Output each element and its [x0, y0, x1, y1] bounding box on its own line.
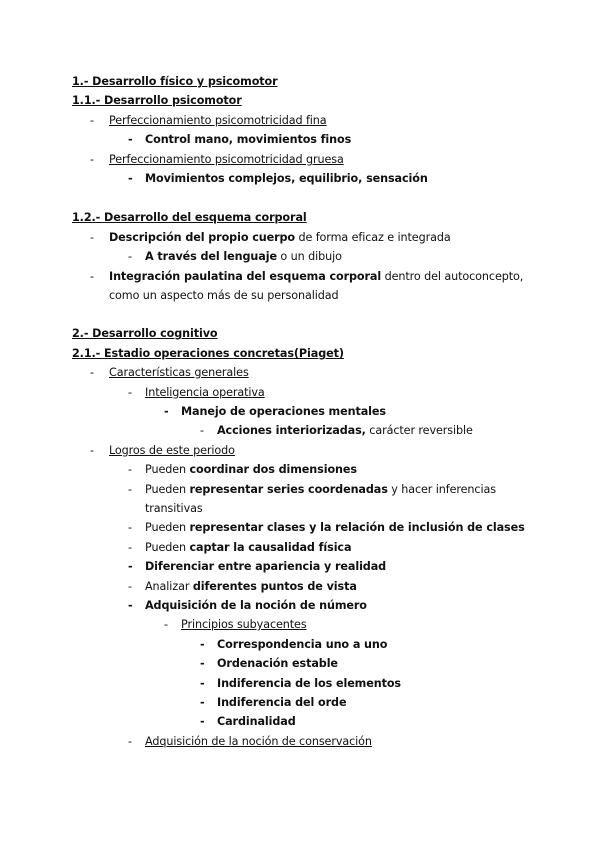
- bullet-dash: -: [90, 231, 95, 244]
- bullet-dash: -: [128, 483, 133, 496]
- item-principio-5: Cardinalidad: [217, 715, 296, 728]
- bullet-dash: -: [200, 657, 205, 670]
- bullet-dash: -: [128, 580, 133, 593]
- item-numero: Adquisición de la noción de número: [145, 599, 367, 612]
- item-series-line2: transitivas: [145, 502, 203, 515]
- item-gruesa: Perfeccionamiento psicomotricidad gruesa: [109, 153, 344, 166]
- bullet-dash: -: [200, 696, 205, 709]
- item-descripcion: [109, 228, 451, 247]
- item-clases-bold: representar clases y la relación de inclusión de clases: [189, 521, 525, 534]
- item-acciones-bold: Acciones interiorizadas,: [217, 424, 366, 437]
- item-analizar-pre: Analizar: [145, 580, 193, 593]
- item-principio-2: Ordenación estable: [217, 657, 338, 670]
- heading-1: 1.- Desarrollo físico y psicomotor: [72, 75, 278, 88]
- item-fina: Perfeccionamiento psicomotricidad fina: [109, 114, 327, 127]
- bullet-dash: -: [200, 638, 205, 651]
- item-descripcion-rest: de forma eficaz e integrada: [295, 231, 451, 244]
- bullet-dash: -: [164, 405, 169, 418]
- item-series: [145, 480, 496, 499]
- item-causalidad: [145, 538, 351, 557]
- bullet-dash: -: [128, 172, 133, 185]
- item-coordinar: [145, 460, 357, 479]
- item-causalidad-pre: Pueden: [145, 541, 190, 554]
- bullet-dash: -: [200, 677, 205, 690]
- item-caracteristicas: Características generales: [109, 366, 249, 379]
- bullet-dash: -: [128, 521, 133, 534]
- heading-2-1: 2.1.- Estadio operaciones concretas(Piaget): [72, 347, 344, 360]
- bullet-dash: -: [128, 133, 133, 146]
- item-manejo: Manejo de operaciones mentales: [181, 405, 386, 418]
- bullet-dash: -: [90, 444, 95, 457]
- bullet-dash: -: [128, 250, 133, 263]
- bullet-dash: -: [128, 463, 133, 476]
- item-coordinar-bold: coordinar dos dimensiones: [189, 463, 357, 476]
- heading-2: 2.- Desarrollo cognitivo: [72, 327, 218, 340]
- item-fina-sub: Control mano, movimientos finos: [145, 133, 352, 146]
- item-lenguaje: [145, 247, 342, 266]
- item-lenguaje-rest: o un dibujo: [276, 250, 342, 263]
- bullet-dash: -: [128, 541, 133, 554]
- bullet-dash: -: [128, 735, 133, 748]
- bullet-dash: -: [200, 715, 205, 728]
- bullet-dash: -: [164, 618, 169, 631]
- item-inteligencia: Inteligencia operativa: [145, 386, 265, 399]
- item-principio-4: Indiferencia del orde: [217, 696, 347, 709]
- bullet-dash: -: [200, 424, 205, 437]
- item-coordinar-pre: Pueden: [145, 463, 190, 476]
- bullet-dash: -: [128, 599, 133, 612]
- heading-1-2: 1.2.- Desarrollo del esquema corporal: [72, 211, 307, 224]
- item-principios: Principios subyacentes: [181, 618, 307, 631]
- item-series-pre: Pueden: [145, 483, 190, 496]
- item-series-bold: representar series coordenadas: [189, 483, 388, 496]
- item-principio-1: Correspondencia uno a uno: [217, 638, 388, 651]
- bullet-dash: -: [128, 560, 133, 573]
- item-integracion-rest: dentro del autoconcepto,: [381, 270, 524, 283]
- heading-1-1: 1.1.- Desarrollo psicomotor: [72, 94, 242, 107]
- item-integracion: [109, 267, 523, 286]
- item-gruesa-sub: Movimientos complejos, equilibrio, sensación: [145, 172, 428, 185]
- item-lenguaje-bold: A través del lenguaje: [145, 250, 277, 263]
- item-apariencia: Diferenciar entre apariencia y realidad: [145, 560, 387, 573]
- bullet-dash: -: [90, 153, 95, 166]
- item-acciones-rest: carácter reversible: [365, 424, 473, 437]
- item-acciones: [217, 421, 473, 440]
- bullet-dash: -: [90, 114, 95, 127]
- item-series-rest: y hacer inferencias: [387, 483, 496, 496]
- item-conservacion: Adquisición de la noción de conservación: [145, 735, 372, 748]
- item-causalidad-bold: captar la causalidad física: [189, 541, 352, 554]
- bullet-dash: -: [90, 270, 95, 283]
- bullet-dash: -: [128, 386, 133, 399]
- item-analizar-bold: diferentes puntos de vista: [192, 580, 357, 593]
- item-analizar: [145, 577, 357, 596]
- item-integracion-bold: Integración paulatina del esquema corporal: [109, 270, 382, 283]
- item-logros: Logros de este periodo: [109, 444, 235, 457]
- item-integracion-line2: como un aspecto más de su personalidad: [109, 289, 339, 302]
- item-clases: [145, 518, 525, 537]
- item-clases-pre: Pueden: [145, 521, 190, 534]
- item-principio-3: Indiferencia de los elementos: [217, 677, 401, 690]
- item-descripcion-bold: Descripción del propio cuerpo: [109, 231, 295, 244]
- bullet-dash: -: [90, 366, 95, 379]
